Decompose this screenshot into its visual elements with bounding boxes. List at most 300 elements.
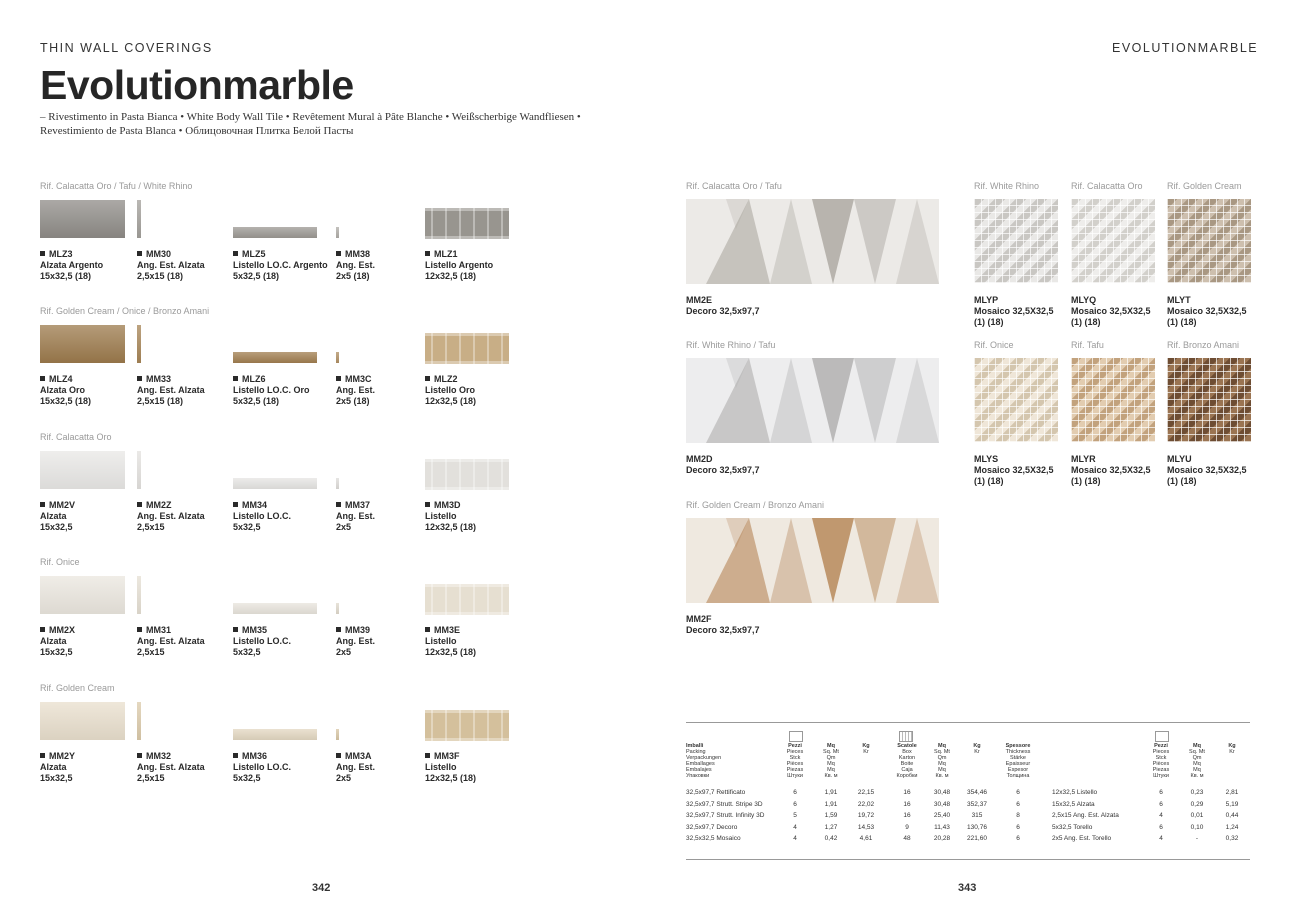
product-description: Listello Oro (425, 385, 476, 395)
tile-swatch (425, 459, 509, 490)
product-size: 2,5x15 (18) (137, 396, 184, 406)
table-header-spessore (1002, 743, 1034, 779)
mosaic-packing: (1) (18) (1071, 476, 1101, 486)
square-bullet-icon (425, 627, 430, 632)
product-code-text: MM2V (49, 500, 76, 510)
table-cell: 30,48 (933, 800, 951, 808)
decor-section-label: Rif. Calacatta Oro / Tafu (686, 181, 782, 191)
product-code (137, 751, 171, 762)
product-description: Listello (425, 511, 457, 521)
product-description: Listello LO.C. (233, 511, 292, 521)
product-description: Listello Argento (425, 260, 494, 270)
table-cell: 48 (903, 835, 911, 842)
table-cell: 4 (1159, 812, 1163, 819)
header-line: Mq (938, 743, 946, 749)
mosaic-tile (1167, 199, 1251, 283)
mosaic-description: Mosaico 32,5X32,5 (1071, 306, 1151, 316)
mosaic-section-label: Rif. Bronzo Amani (1167, 340, 1240, 350)
header-line: Mq (827, 743, 835, 749)
table-header-r_pezzi (1148, 743, 1174, 779)
product-size: 15x32,5 (40, 773, 73, 783)
header-line: Qm (1192, 755, 1202, 761)
tile-swatch (40, 451, 125, 489)
mosaic-tile (1071, 199, 1155, 283)
square-bullet-icon (137, 376, 142, 381)
table-cell: 11,43 (934, 823, 950, 831)
product-size: 2x5 (18) (336, 396, 370, 406)
product-description: Alzata (40, 762, 67, 772)
header-line: Kr (1229, 749, 1235, 755)
tile-swatch (40, 576, 125, 614)
tile-swatch (336, 352, 339, 363)
product-code-text: MM36 (242, 751, 268, 761)
product-size: 2,5x15 (18) (137, 271, 184, 281)
table-cell: 5x32,5 Torello (1052, 823, 1093, 831)
product-code (40, 500, 75, 511)
product-size: 5x32,5 (233, 773, 261, 783)
product-size: 15x32,5 (18) (40, 271, 92, 281)
page-number-right: 343 (958, 882, 977, 894)
table-cell: 30,48 (933, 789, 951, 796)
product-description: Alzata (40, 511, 67, 521)
product-code-text: MLZ3 (49, 249, 73, 259)
header-line: Штуки (787, 773, 803, 779)
header-line: Epaisseur (1005, 761, 1031, 767)
square-bullet-icon (425, 753, 430, 758)
product-code (40, 625, 75, 636)
table-cell: 20,28 (933, 835, 951, 842)
product-code-text: MM35 (242, 625, 268, 635)
header-line: Sq. Mt (1189, 749, 1205, 755)
header-line: Mq (938, 761, 946, 767)
table-cell: 32,5x97,7 Strutt. Stripe 3D (686, 800, 763, 808)
mosaic-code: MLYU (1167, 454, 1192, 464)
product-code-text: MM3F (434, 751, 460, 761)
tile-swatch (233, 227, 317, 238)
header-line: Caja (901, 767, 913, 773)
table-cell: 6 (1016, 823, 1020, 831)
square-bullet-icon (40, 753, 45, 758)
tile-swatch (233, 478, 317, 489)
mosaic-code: MLYS (974, 454, 999, 464)
mosaic-packing: (1) (18) (974, 476, 1004, 486)
header-line: Stck (789, 755, 801, 761)
table-cell: 1,24 (1225, 823, 1239, 831)
table-cell: 0,32 (1225, 835, 1239, 842)
table-cell: 6 (1016, 800, 1020, 808)
square-bullet-icon (425, 502, 430, 507)
tile-swatch (233, 729, 317, 740)
product-code (233, 374, 266, 385)
table-cell: 354,46 (967, 789, 987, 796)
tile-swatch (137, 576, 141, 614)
section-label: Rif. Golden Cream / Onice / Bronzo Amani (40, 306, 210, 316)
header-line: Mq (1193, 767, 1201, 773)
mosaic-section-label: Rif. Onice (974, 340, 1014, 350)
product-code (336, 500, 370, 511)
product-code-text: MM33 (146, 374, 172, 384)
product-code (233, 500, 267, 511)
product-code (336, 249, 370, 260)
product-size: 2,5x15 (137, 647, 165, 657)
tile-swatch (425, 710, 509, 741)
table-cell: 0,42 (824, 835, 838, 842)
product-code-text: MLZ4 (49, 374, 73, 384)
table-cell: 6 (793, 789, 797, 796)
table-cell: 32,5x97,7 Strutt. Infinity 3D (686, 812, 765, 819)
table-cell: 4 (1159, 835, 1163, 842)
product-code (40, 249, 73, 260)
mosaic-code: MLYT (1167, 295, 1191, 305)
table-bottom-rule (686, 859, 1250, 860)
subtitle-line-2: Revestimiento de Pasta Blanca • Облицовочная Плитка Белой Пасты (40, 124, 354, 137)
product-description: Listello LO.C. Oro (233, 385, 310, 395)
product-code (336, 625, 370, 636)
product-code-text: MLZ1 (434, 249, 458, 259)
product-size: 12x32,5 (18) (425, 647, 477, 657)
pieces-box-icon (789, 731, 803, 742)
header-line: Scatole (897, 743, 917, 749)
table-cell: 1,59 (824, 812, 838, 819)
product-code (336, 751, 372, 762)
product-code (40, 751, 75, 762)
product-size: 15x32,5 (40, 647, 73, 657)
header-line: Кв. м (1190, 773, 1204, 779)
header-line: Verpackungen (686, 755, 722, 761)
tile-swatch (137, 325, 141, 363)
product-description: Ang. Est. Alzata (137, 260, 205, 270)
decor-section-label: Rif. Golden Cream / Bronzo Amani (686, 500, 825, 510)
header-line: Коробки (896, 773, 918, 779)
tile-swatch (40, 325, 125, 363)
product-code (233, 625, 267, 636)
decor-code: MM2E (686, 295, 713, 305)
tile-swatch (336, 227, 339, 238)
header-line: Kr (974, 749, 980, 755)
product-size: 12x32,5 (18) (425, 396, 477, 406)
product-description: Listello LO.C. (233, 636, 292, 646)
square-bullet-icon (336, 251, 341, 256)
square-bullet-icon (336, 502, 341, 507)
header-line: Piezas (1152, 767, 1170, 773)
table-cell: 9 (905, 823, 909, 831)
product-description: Ang. Est. Alzata (137, 511, 205, 521)
product-code (233, 249, 266, 260)
square-bullet-icon (40, 376, 45, 381)
table-cell: - (1195, 835, 1199, 842)
product-description: Alzata Oro (40, 385, 86, 395)
tile-swatch (40, 702, 125, 740)
product-code-text: MM3C (345, 374, 372, 384)
product-size: 2x5 (336, 773, 352, 783)
square-bullet-icon (40, 627, 45, 632)
product-code-text: MM2Z (146, 500, 172, 510)
table-cell: 5 (793, 812, 797, 819)
tile-swatch (137, 702, 141, 740)
subtitle (40, 111, 620, 138)
product-code-text: MM30 (146, 249, 172, 259)
table-cell: 25,40 (933, 812, 951, 819)
product-description: Ang. Est. (336, 511, 376, 521)
header-line: Pieces (786, 749, 804, 755)
table-cell: 6 (1016, 835, 1020, 842)
header-line: Pieces (1152, 749, 1170, 755)
header-line: Qm (826, 755, 836, 761)
product-description: Ang. Est. Alzata (137, 385, 205, 395)
square-bullet-icon (137, 753, 142, 758)
header-line: Piezas (786, 767, 804, 773)
product-description: Alzata Argento (40, 260, 104, 270)
mosaic-code: MLYP (974, 295, 999, 305)
product-size: 12x32,5 (18) (425, 773, 477, 783)
table-cell: 6 (1159, 789, 1163, 796)
square-bullet-icon (336, 627, 341, 632)
product-code-text: MM2X (49, 625, 76, 635)
product-code (137, 625, 171, 636)
product-code (425, 751, 460, 762)
header-line: Emballages (686, 761, 715, 767)
table-cell: 4 (793, 823, 797, 831)
header-line: Pezzi (1154, 743, 1168, 749)
tile-swatch (40, 200, 125, 238)
product-code-text: MM37 (345, 500, 371, 510)
header-line: Qm (937, 755, 947, 761)
product-size: 12x32,5 (18) (425, 522, 477, 532)
mosaic-tile (1071, 358, 1155, 442)
table-cell: 22,02 (857, 800, 875, 808)
table-header-mq (818, 743, 844, 779)
table-cell: 2,81 (1225, 789, 1239, 796)
table-cell: 16 (903, 812, 911, 819)
page-number-left: 342 (312, 882, 331, 894)
section-label: Rif. Calacatta Oro (40, 432, 112, 442)
section-kicker: THIN WALL COVERINGS (40, 41, 213, 55)
decor-tile (686, 518, 939, 603)
table-cell: 1,91 (824, 800, 838, 808)
table-cell: 32,5x97,7 Rettificato (686, 789, 746, 796)
table-cell: 14,53 (857, 823, 875, 831)
header-line: Толщина (1006, 773, 1030, 779)
mosaic-code: MLYR (1071, 454, 1096, 464)
tile-swatch (137, 451, 141, 489)
mosaic-section-label: Rif. Calacatta Oro (1071, 181, 1143, 191)
section-label: Rif. Golden Cream (40, 683, 115, 693)
header-line: Espesor (1007, 767, 1029, 773)
mosaic-packing: (1) (18) (1071, 317, 1101, 327)
table-cell: 6 (1159, 823, 1163, 831)
square-bullet-icon (233, 251, 238, 256)
product-size: 5x32,5 (18) (233, 271, 280, 281)
product-size: 2,5x15 (137, 522, 165, 532)
table-cell: 1,27 (824, 823, 838, 831)
header-line: Boite (900, 761, 914, 767)
table-cell: 6 (1016, 789, 1020, 796)
product-size: 2,5x15 (137, 773, 165, 783)
table-header-mq2 (929, 743, 955, 779)
table-cell: 15x32,5 Alzata (1052, 800, 1095, 808)
table-cell: 19,72 (857, 812, 875, 819)
product-code (425, 500, 461, 511)
table-header-pezzi (782, 743, 808, 779)
product-code (233, 751, 267, 762)
table-cell: 2,5x15 Ang. Est. Alzata (1052, 812, 1119, 819)
decor-description: Decoro 32,5x97,7 (686, 306, 760, 316)
mosaic-section-label: Rif. White Rhino (974, 181, 1040, 191)
section-label: Rif. Onice (40, 557, 80, 567)
section-label: Rif. Calacatta Oro / Tafu / White Rhino (40, 181, 193, 191)
tile-swatch (425, 584, 509, 615)
mosaic-code: MLYQ (1071, 295, 1097, 305)
decor-description: Decoro 32,5x97,7 (686, 465, 760, 475)
product-description: Ang. Est. (336, 260, 376, 270)
header-line: Штуки (1153, 773, 1169, 779)
decor-tile (686, 199, 939, 284)
product-code-text: MM32 (146, 751, 172, 761)
decor-section-label: Rif. White Rhino / Tafu (686, 340, 776, 350)
table-header-scatole (892, 743, 922, 779)
mosaic-packing: (1) (18) (1167, 317, 1197, 327)
product-description: Ang. Est. (336, 636, 376, 646)
square-bullet-icon (40, 251, 45, 256)
header-line: Mq (1193, 743, 1201, 749)
header-line: Mq (827, 761, 835, 767)
header-line: Thickness (1005, 749, 1031, 755)
mosaic-packing: (1) (18) (974, 317, 1004, 327)
product-description: Listello (425, 636, 457, 646)
tile-swatch (233, 352, 317, 363)
mosaic-packing: (1) (18) (1167, 476, 1197, 486)
product-code (336, 374, 372, 385)
header-line: Кв. м (824, 773, 838, 779)
product-code (137, 500, 172, 511)
table-cell: 0,01 (1190, 812, 1204, 819)
square-bullet-icon (137, 627, 142, 632)
header-line: Кв. м (935, 773, 949, 779)
table-header-kg2 (964, 743, 990, 755)
box-grid-icon (899, 731, 913, 742)
table-cell: 0,23 (1190, 789, 1204, 796)
header-line: Packing (686, 749, 706, 755)
table-header-kg (853, 743, 879, 755)
square-bullet-icon (233, 502, 238, 507)
header-line: Karton (898, 755, 916, 761)
product-description: Ang. Est. (336, 762, 376, 772)
product-code (137, 374, 171, 385)
table-header-r_kg (1219, 743, 1245, 755)
table-cell: 5,19 (1225, 800, 1239, 808)
mosaic-tile (974, 358, 1058, 442)
header-line: Mq (1193, 761, 1201, 767)
table-cell: 130,76 (967, 823, 987, 831)
product-size: 12x32,5 (18) (425, 271, 477, 281)
product-description: Ang. Est. (336, 385, 376, 395)
mosaic-tile (1167, 358, 1251, 442)
product-code-text: MM34 (242, 500, 268, 510)
product-code-text: MLZ2 (434, 374, 458, 384)
product-description: Listello LO.C. (233, 762, 292, 772)
product-size: 15x32,5 (18) (40, 396, 92, 406)
mosaic-description: Mosaico 32,5X32,5 (1167, 465, 1247, 475)
product-size: 2x5 (18) (336, 271, 370, 281)
table-cell: 315 (971, 812, 983, 819)
header-line: Kg (1228, 743, 1236, 749)
square-bullet-icon (137, 251, 142, 256)
product-code (425, 374, 458, 385)
header-line: Pezzi (788, 743, 802, 749)
square-bullet-icon (233, 753, 238, 758)
square-bullet-icon (137, 502, 142, 507)
tile-swatch (336, 478, 339, 489)
table-header-r_mq (1184, 743, 1210, 779)
product-size: 5x32,5 (18) (233, 396, 280, 406)
decor-code: MM2D (686, 454, 713, 464)
header-line: Pièces (1152, 761, 1170, 767)
product-size: 2x5 (336, 647, 352, 657)
product-code-text: MM3E (434, 625, 461, 635)
header-line: Embalajes (686, 767, 712, 773)
page-title: Evolutionmarble (40, 62, 354, 108)
mosaic-description: Mosaico 32,5X32,5 (974, 306, 1054, 316)
table-cell: 12x32,5 Listello (1052, 789, 1098, 796)
header-line: Imballi (686, 743, 704, 749)
square-bullet-icon (425, 376, 430, 381)
table-cell: 6 (1159, 800, 1163, 808)
product-size: 5x32,5 (233, 647, 261, 657)
table-cell: 16 (903, 800, 911, 808)
table-cell: 0,44 (1225, 812, 1239, 819)
table-cell: 352,37 (967, 800, 987, 808)
table-cell: 0,10 (1190, 823, 1204, 831)
table-cell: 1,91 (824, 789, 838, 796)
header-line: Stck (1155, 755, 1167, 761)
header-line: Stärke (1010, 755, 1026, 761)
table-cell: 8 (1016, 812, 1020, 819)
product-description: Listello LO.C. Argento (233, 260, 328, 270)
table-cell: 2x5 Ang. Est. Torello (1052, 835, 1112, 842)
tile-swatch (336, 729, 339, 740)
tile-swatch (425, 208, 509, 239)
tile-swatch (137, 200, 141, 238)
product-code (425, 625, 460, 636)
product-code-text: MM2Y (49, 751, 76, 761)
product-description: Listello (425, 762, 457, 772)
product-code (137, 249, 171, 260)
header-line: Spessore (1005, 743, 1031, 749)
mosaic-section-label: Rif. Tafu (1071, 340, 1104, 350)
header-line: Kg (862, 743, 870, 749)
mosaic-description: Mosaico 32,5X32,5 (1167, 306, 1247, 316)
decor-description: Decoro 32,5x97,7 (686, 625, 760, 635)
table-cell: 4,61 (859, 835, 873, 842)
product-code-text: MM3D (434, 500, 461, 510)
product-code (40, 374, 73, 385)
product-size: 2x5 (336, 522, 352, 532)
table-cell: 6 (793, 800, 797, 808)
header-line: Mq (827, 767, 835, 773)
mosaic-section-label: Rif. Golden Cream (1167, 181, 1242, 191)
tile-swatch (233, 603, 317, 614)
table-cell: 4 (793, 835, 797, 842)
header-line: Sq. Mt (823, 749, 839, 755)
square-bullet-icon (40, 502, 45, 507)
table-cell: 32,5x32,5 Mosaico (686, 835, 741, 842)
header-line: Box (902, 749, 912, 755)
table-cell: 221,60 (967, 835, 987, 842)
product-description: Ang. Est. Alzata (137, 762, 205, 772)
product-size: 15x32,5 (40, 522, 73, 532)
product-description: Ang. Est. Alzata (137, 636, 205, 646)
collection-kicker: EVOLUTIONMARBLE (1112, 41, 1259, 55)
